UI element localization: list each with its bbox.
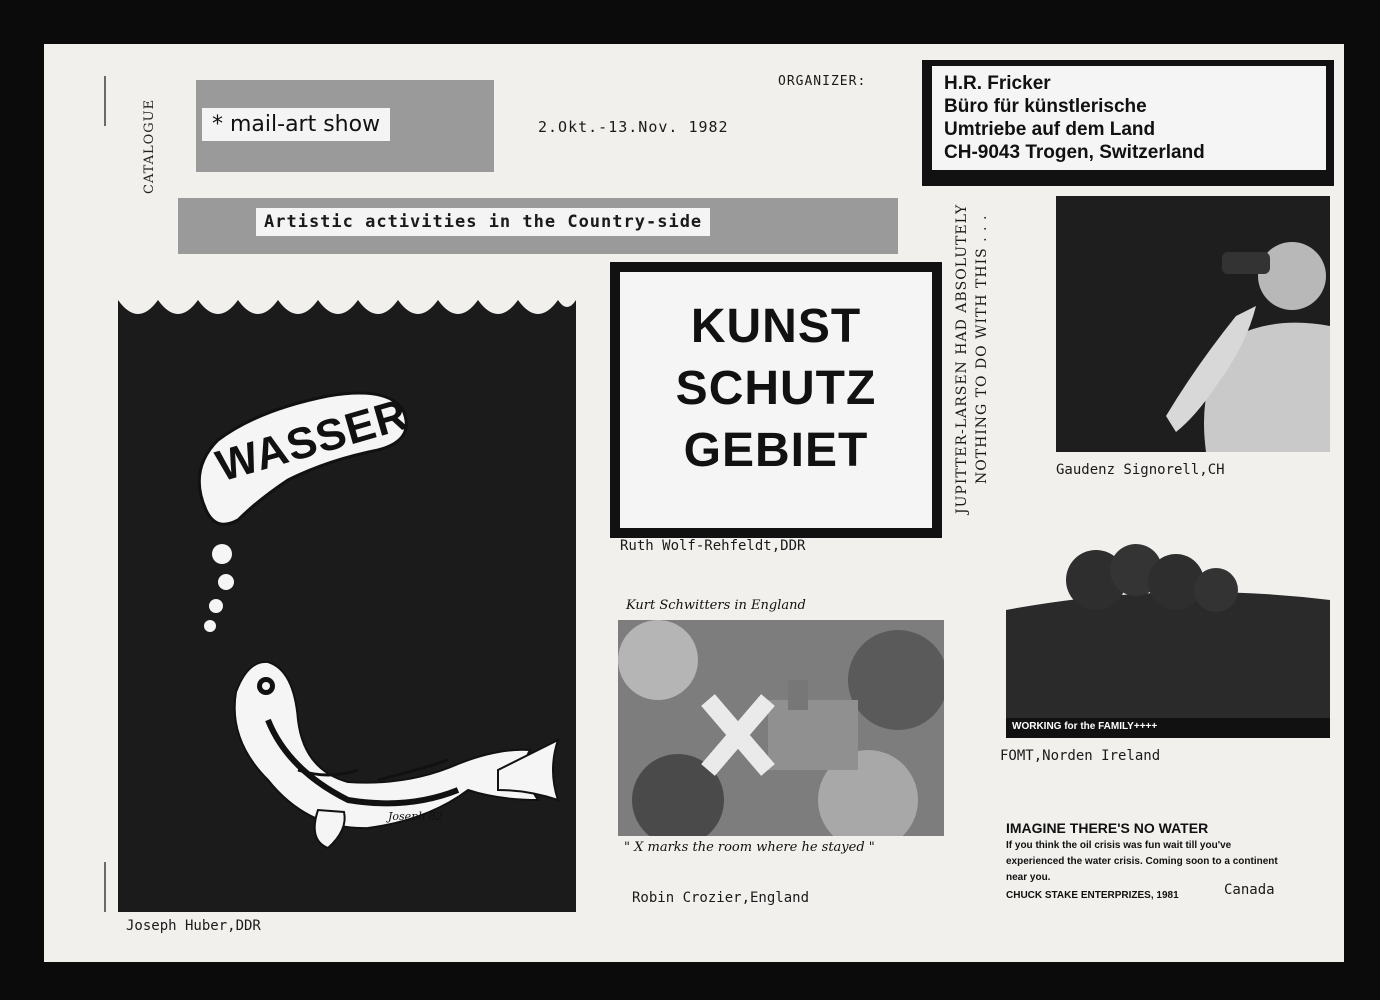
show-dates: 2.Okt.-13.Nov. 1982 bbox=[538, 118, 729, 136]
organizer-address: CH-9043 Trogen, Switzerland bbox=[944, 142, 1205, 163]
working-label: WORKING for the FAMILY++++ bbox=[1012, 721, 1158, 732]
imagine-line-2: experienced the water crisis. Coming soon to a continent bbox=[1006, 856, 1278, 867]
organizer-label: ORGANIZER: bbox=[778, 74, 867, 89]
imagine-block bbox=[1006, 820, 1326, 904]
organizer-office: Büro für künstlerische bbox=[944, 96, 1147, 117]
kunst-schutz-gebiet-stamp bbox=[610, 262, 942, 538]
imagine-title: IMAGINE THERE'S NO WATER bbox=[1006, 820, 1209, 836]
schwitters-caption: " X marks the room where he stayed " bbox=[624, 840, 875, 855]
vertical-note-1: JUPITTER-LARSEN HAD ABSOLUTELY bbox=[954, 203, 970, 514]
subtitle-box bbox=[256, 208, 710, 236]
caption-canada: Canada bbox=[1224, 882, 1275, 898]
imagine-credit: CHUCK STAKE ENTERPRIZES, 1981 bbox=[1006, 890, 1179, 901]
caption-crozier: Robin Crozier,England bbox=[632, 890, 810, 906]
vertical-note-2: NOTHING TO DO WITH THIS . . . bbox=[974, 214, 990, 484]
catalogue-page bbox=[44, 44, 1344, 962]
schwitters-photo bbox=[618, 620, 944, 836]
caption-fomt: FOMT,Norden Ireland bbox=[1000, 748, 1161, 764]
organizer-box bbox=[922, 60, 1334, 186]
kunst-line-2: SCHUTZ bbox=[675, 362, 877, 415]
fish-signature: Joseph 82 bbox=[388, 810, 443, 823]
staple-bottom bbox=[104, 862, 106, 912]
caption-huber: Joseph Huber,DDR bbox=[126, 918, 261, 934]
organizer-name: H.R. Fricker bbox=[944, 73, 1051, 94]
signorell-photo bbox=[1056, 196, 1330, 452]
schwitters-title: Kurt Schwitters in England bbox=[626, 598, 806, 613]
organizer-office-2: Umtriebe auf dem Land bbox=[944, 119, 1156, 140]
wasser-word: WASSER bbox=[210, 389, 414, 492]
staple-top bbox=[104, 76, 106, 126]
fomt-photo bbox=[1006, 540, 1330, 738]
show-title: * mail-art show bbox=[202, 108, 390, 141]
catalogue-label: CATALOGUE bbox=[142, 98, 157, 194]
subtitle: Artistic activities in the Country-side bbox=[264, 212, 703, 232]
imagine-line-1: If you think the oil crisis was fun wait till you've bbox=[1006, 840, 1232, 851]
wasser-fish-artwork bbox=[118, 300, 576, 912]
caption-signorell: Gaudenz Signorell,CH bbox=[1056, 462, 1225, 478]
kunst-line-1: KUNST bbox=[690, 300, 862, 353]
kunst-line-3: GEBIET bbox=[683, 424, 869, 477]
imagine-line-3: near you. bbox=[1006, 872, 1051, 883]
caption-wolf: Ruth Wolf-Rehfeldt,DDR bbox=[620, 538, 806, 554]
